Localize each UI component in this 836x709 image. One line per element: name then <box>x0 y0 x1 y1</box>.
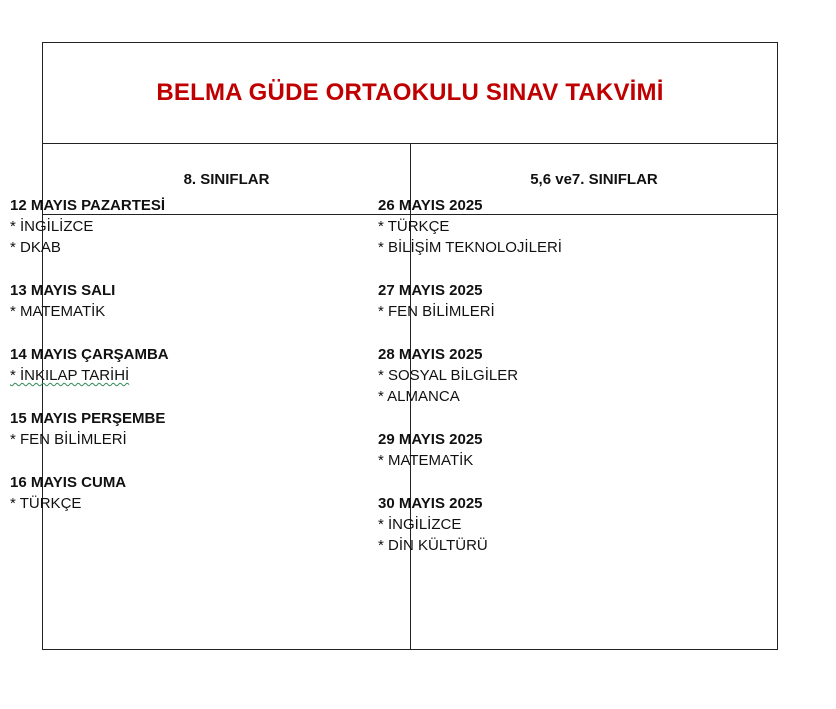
exam-date: 13 MAYIS SALI <box>10 282 116 299</box>
title-row <box>43 43 777 144</box>
column-header-grades-5-6-7: 5,6 ve7. SINIFLAR <box>530 170 658 188</box>
exam-date: 28 MAYIS 2025 <box>378 346 483 363</box>
exam-subject: * DKAB <box>10 239 61 256</box>
exam-date: 14 MAYIS ÇARŞAMBA <box>10 346 169 363</box>
exam-subject: * MATEMATİK <box>378 452 474 469</box>
exam-date: 29 MAYIS 2025 <box>378 431 483 448</box>
column-header-grade-8: 8. SINIFLAR <box>183 170 270 188</box>
exam-subject: * İNGİLİZCE <box>10 218 94 235</box>
exam-subject <box>10 365 360 386</box>
grade-8-schedule <box>10 195 360 536</box>
exam-subject: * TÜRKÇE <box>378 218 450 235</box>
exam-date: 12 MAYIS PAZARTESİ <box>10 197 166 214</box>
exam-day-group <box>378 429 728 471</box>
exam-subject: * İNGİLİZCE <box>378 516 462 533</box>
exam-date: 16 MAYIS CUMA <box>10 474 127 491</box>
exam-day-group <box>10 472 360 514</box>
exam-day-group <box>378 280 728 322</box>
exam-subject: * TÜRKÇE <box>10 495 82 512</box>
exam-day-group <box>378 344 728 407</box>
exam-subject: * FEN BİLİMLERİ <box>10 431 127 448</box>
exam-subject: * SOSYAL BİLGİLER <box>378 367 519 384</box>
exam-date: 15 MAYIS PERŞEMBE <box>10 410 166 427</box>
exam-subject: * BİLİŞİM TEKNOLOJİLERİ <box>378 239 562 256</box>
spellcheck-underlined-subject: * İNKILAP TARİHİ <box>10 367 130 384</box>
exam-subject: * ALMANCA <box>378 388 460 405</box>
exam-day-group <box>10 408 360 450</box>
exam-subject: * DİN KÜLTÜRÜ <box>378 537 488 554</box>
exam-day-group <box>378 195 728 258</box>
exam-day-group <box>10 195 360 258</box>
exam-day-group <box>10 344 360 386</box>
exam-date: 27 MAYIS 2025 <box>378 282 483 299</box>
page-title: BELMA GÜDE ORTAOKULU SINAV TAKVİMİ <box>156 79 664 106</box>
exam-date: 26 MAYIS 2025 <box>378 197 483 214</box>
exam-date: 30 MAYIS 2025 <box>378 495 483 512</box>
exam-subject: * FEN BİLİMLERİ <box>378 303 495 320</box>
exam-day-group <box>10 280 360 322</box>
exam-subject: * MATEMATİK <box>10 303 106 320</box>
exam-day-group <box>378 493 728 556</box>
grades-5-6-7-schedule <box>378 195 728 578</box>
